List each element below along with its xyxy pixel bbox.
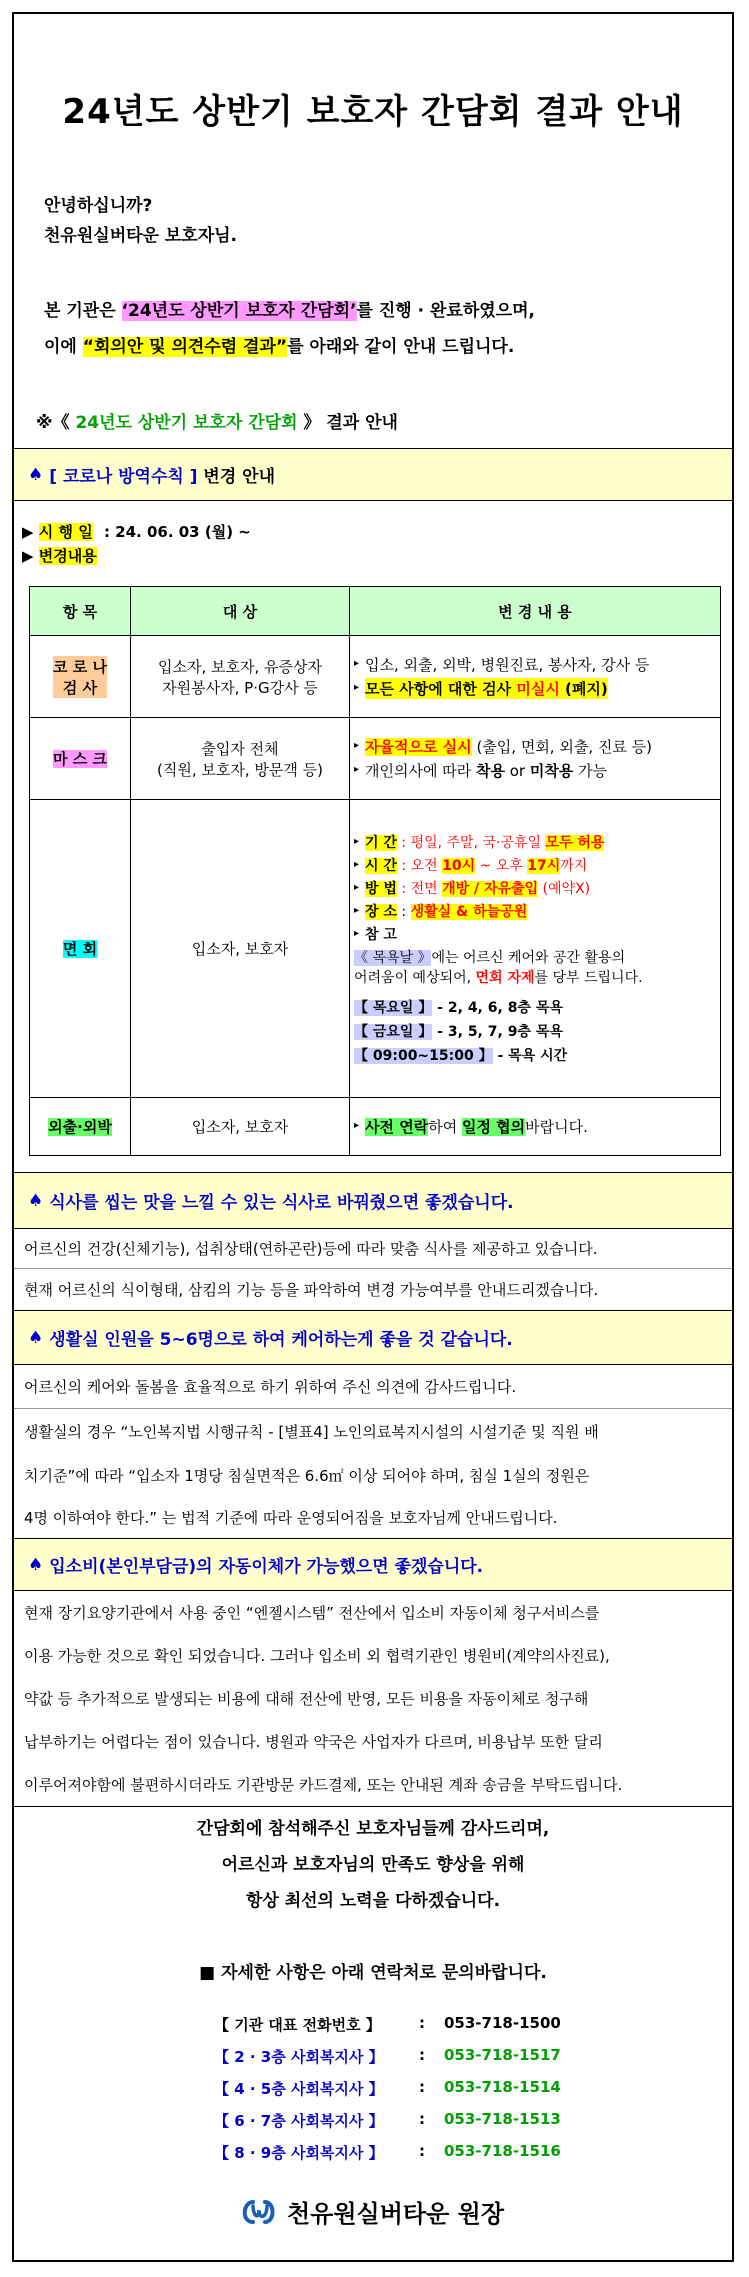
bullet-icon: ▸	[354, 682, 360, 693]
spade-icon: ♠	[28, 1327, 44, 1348]
section-label-prefix: ※《	[36, 413, 76, 433]
bath-note-text: 에는 어르신 케어와 공간 활용의	[431, 949, 626, 966]
table-cell-content	[350, 800, 721, 1098]
bullet-text: 하여	[428, 1118, 462, 1136]
table-cell-content	[350, 636, 721, 718]
table-header-target: 대 상	[131, 587, 350, 636]
table-cell-target: 입소자, 보호자, 유증상자 자원봉사자, P·G강사 등	[131, 636, 350, 718]
staff-line: 어르신의 케어와 돌봄을 효율적으로 하기 위하여 주신 의견에 감사드립니다.	[14, 1365, 732, 1409]
spade-icon: ♠	[28, 1554, 44, 1575]
staff-section-header	[14, 1311, 732, 1365]
triangle-icon: ▶	[22, 547, 34, 565]
contact-row	[214, 2078, 561, 2099]
contact-label: 【 6 · 7층 사회복지사 】	[214, 2112, 384, 2130]
greeting-line-2: 천유원실버타운 보호자님.	[44, 226, 238, 246]
bullet-text: (출입, 면회, 외출, 진료 등)	[471, 738, 652, 756]
table-row	[30, 718, 721, 800]
bullet-label: 방 법	[365, 880, 397, 897]
intro-paragraph-2	[44, 332, 514, 357]
staff-line: 생활실의 경우 “노인복지법 시행규칙 - [별표4] 노인의료복지시설의 시설기준 및 직원 배	[24, 1422, 599, 1441]
table-header-content: 변 경 내 용	[350, 587, 721, 636]
bullet-text-bold: 착용	[476, 762, 505, 780]
bullet-text: 가능	[573, 762, 608, 780]
bullet-text: 바랍니다.	[525, 1118, 588, 1136]
staff-line: 4명 이하여야 한다.” 는 법적 기준에 따라 운영되어짐을 보호자님께 안내드립니다.	[14, 1497, 732, 1539]
payment-line: 이용 가능한 것으로 확인 되었습니다. 그러나 입소비 외 협력기관인 병원비(계약의사진료),	[24, 1647, 610, 1665]
corona-date-row	[22, 521, 251, 542]
bath-day-label: 《 목욕날 》	[354, 949, 432, 966]
bullet-highlight: 사전 연락	[365, 1118, 429, 1136]
triangle-icon: ▶	[22, 523, 34, 541]
list-item	[354, 878, 716, 898]
bullet-highlight: 10시	[442, 857, 476, 874]
list-item	[354, 760, 716, 781]
bath-schedule-label: 【 금요일 】	[354, 1023, 433, 1040]
intro-highlight-meeting: ‘24년도 상반기 보호자 간담회’	[121, 301, 357, 321]
bath-schedule-text: - 2, 4, 6, 8층 목욕	[432, 999, 563, 1016]
meal-section	[14, 1172, 732, 1311]
corona-header-text: 변경 안내	[203, 467, 276, 487]
bullet-text: 개인의사에 따라	[365, 762, 476, 780]
list-item	[354, 855, 716, 875]
bath-schedule-row	[354, 1045, 716, 1065]
bullet-highlight: 자율적으로 실시	[365, 738, 472, 756]
corona-change-table	[29, 586, 721, 1156]
intro-highlight-result: “회의안 및 의견수렴 결과”	[82, 337, 288, 357]
table-cell-content	[350, 1098, 721, 1156]
bullet-highlight: 17시	[527, 857, 561, 874]
bullet-text-red: : 평일, 주말, 국·공휴일	[396, 834, 546, 851]
bath-note	[354, 947, 716, 967]
bullet-text: :	[396, 903, 411, 920]
bullet-label: 시 간	[365, 857, 397, 874]
contact-number: 053-718-1516	[444, 2142, 561, 2160]
contact-number: 053-718-1513	[444, 2110, 561, 2128]
bullet-text-red: 미실시	[516, 680, 560, 698]
bullet-icon: ▸	[354, 658, 360, 669]
payment-section-header	[14, 1539, 732, 1591]
bullet-label: 장 소	[365, 903, 397, 920]
list-item	[354, 832, 716, 852]
bullet-icon: ▸	[354, 904, 360, 916]
contact-label: 【 8 · 9층 사회복지사 】	[214, 2144, 384, 2162]
section-label-suffix: 》 결과 안내	[297, 413, 398, 433]
payment-line: 현재 장기요양기관에서 사용 중인 “엔젤시스템” 전산에서 입소비 자동이체 청구서비스를	[24, 1604, 600, 1622]
payment-line: 이루어져야함에 불편하시더라도 기관방문 카드결제, 또는 안내된 계좌 송금을 부탁드립니다.	[24, 1776, 623, 1794]
closing-line-3: 항상 최선의 노력을 다하겠습니다.	[245, 1891, 501, 1911]
bath-note-text: 를 당부 드립니다.	[534, 969, 643, 986]
bath-schedule-text: - 목욕 시간	[492, 1047, 568, 1064]
bath-schedule-text: - 3, 5, 7, 9층 목욕	[432, 1023, 563, 1040]
payment-header-text: 입소비(본인부담금)의 자동이체가 가능했으면 좋겠습니다.	[49, 1557, 484, 1577]
table-cell-item	[30, 636, 131, 718]
list-item	[354, 1116, 716, 1137]
table-cell-target: 출입자 전체 (직원, 보호자, 방문객 등)	[131, 718, 350, 800]
bullet-icon: ▸	[354, 1120, 360, 1131]
list-item	[354, 736, 716, 757]
table-cell-item	[30, 800, 131, 1098]
notice-page	[12, 12, 734, 2262]
table-cell-target: 입소자, 보호자	[131, 800, 350, 1098]
item-label-outing: 외출·외박	[48, 1118, 112, 1136]
bullet-text-red: 까지	[560, 857, 588, 874]
bullet-text: 모든 사항에 대한 검사	[365, 680, 517, 698]
bullet-icon: ▸	[354, 881, 360, 893]
bullet-text-bold: 미착용	[529, 762, 574, 780]
contact-separator: :	[419, 2046, 425, 2064]
contact-number: 053-718-1514	[444, 2078, 561, 2096]
list-item	[354, 901, 716, 921]
payment-line: 약값 등 추가적으로 발생되는 비용에 대해 전산에 반영, 모든 비용을 자동이체로 청구해	[24, 1690, 589, 1708]
table-row	[30, 1098, 721, 1156]
corona-date-label: 시 행 일	[38, 523, 93, 541]
bullet-highlight: 일정 협의	[461, 1118, 526, 1136]
contact-label: 【 기관 대표 전화번호 】	[214, 2016, 381, 2034]
contact-separator: :	[419, 2142, 425, 2160]
section-label-main: 24년도 상반기 보호자 간담회	[75, 413, 298, 433]
bath-schedule-label: 【 09:00~15:00 】	[354, 1047, 493, 1064]
closing-line-2: 어르신과 보호자님의 만족도 향상을 위해	[221, 1855, 525, 1875]
contact-title: ■ 자세한 사항은 아래 연락처로 문의바랍니다.	[199, 1963, 547, 1983]
bullet-label: 참 고	[365, 926, 397, 943]
bullet-icon: ▸	[354, 764, 360, 775]
section-label	[36, 408, 398, 433]
bullet-text-red: ~ 오후	[475, 857, 528, 874]
contact-number: 053-718-1500	[444, 2014, 561, 2032]
bath-schedule-row	[354, 997, 716, 1017]
corona-date-value: : 24. 06. 03 (월) ~	[103, 523, 251, 541]
staff-line: 치기준”에 따라 “입소자 1명당 침실면적은 6.6㎡ 이상 되어야 하며, 침실 1실의 정원은	[24, 1466, 590, 1485]
contact-separator: :	[419, 2078, 425, 2096]
list-item	[354, 924, 716, 944]
table-row	[30, 636, 721, 718]
staff-header-text: 생활실 인원을 5~6명으로 하여 케어하는게 좋을 것 같습니다.	[49, 1330, 513, 1350]
bullet-highlight: 모두 허용	[545, 834, 605, 851]
bullet-highlight	[365, 678, 608, 699]
payment-section	[14, 1538, 732, 1807]
contact-label: 【 2 · 3층 사회복지사 】	[214, 2048, 384, 2066]
corona-header-highlight: [ 코로나 방역수칙 ]	[49, 467, 198, 487]
intro-text: 를 진행 · 완료하였으며,	[356, 301, 535, 321]
bath-note-red: 면회 자제	[475, 969, 535, 986]
page-title: 24년도 상반기 보호자 간담회 결과 안내	[62, 92, 684, 132]
intro-text: 본 기관은	[44, 301, 122, 321]
bath-schedule-label: 【 목요일 】	[354, 999, 433, 1016]
bullet-icon: ▸	[354, 858, 360, 870]
bullet-highlight: 개방 / 자유출입	[442, 880, 539, 897]
item-label-mask: 마 스 크	[53, 750, 107, 768]
bullet-text-red: (예약X)	[538, 880, 591, 897]
meal-header-text: 식사를 씹는 맛을 느낄 수 있는 식사로 바꿔줬으면 좋겠습니다.	[49, 1193, 514, 1213]
bath-note-text: 어려움이 예상되어,	[354, 969, 476, 986]
meal-section-header	[14, 1173, 732, 1229]
spade-icon: ♠	[28, 464, 44, 485]
table-cell-content	[350, 718, 721, 800]
corona-section-header	[14, 449, 732, 501]
contact-row	[214, 2046, 561, 2067]
contact-number: 053-718-1517	[444, 2046, 561, 2064]
table-cell-target: 입소자, 보호자	[131, 1098, 350, 1156]
bullet-icon: ▸	[354, 927, 360, 939]
bullet-text-red: : 오전	[396, 857, 443, 874]
table-header-item: 항 목	[30, 587, 131, 636]
contact-row	[214, 2014, 561, 2035]
closing-line-1: 간담회에 참석해주신 보호자님들께 감사드리며,	[196, 1819, 550, 1839]
institution-logo-icon	[239, 2198, 277, 2226]
bullet-text: 입소, 외출, 외박, 병원진료, 봉사자, 강사 등	[365, 656, 650, 674]
intro-text: 를 아래와 같이 안내 드립니다.	[287, 337, 515, 357]
payment-line: 납부하기는 어렵다는 점이 있습니다. 병원과 약국은 사업자가 다르며, 비용납부 또한 달리	[24, 1733, 603, 1751]
bath-schedule-row	[354, 1021, 716, 1041]
bullet-text: or	[504, 762, 530, 780]
meal-line: 어르신의 건강(신체기능), 섭취상태(연하곤란)등에 따라 맞춤 식사를 제공하고 있습니다.	[14, 1229, 732, 1269]
bullet-text-red: : 전면	[396, 880, 443, 897]
bullet-text: (폐지)	[559, 680, 608, 698]
intro-text: 이에	[44, 337, 83, 357]
footer-signature	[239, 2194, 504, 2229]
item-label-visit: 면 회	[62, 940, 98, 958]
table-cell-item	[30, 718, 131, 800]
list-item	[354, 654, 716, 675]
table-header-row	[30, 587, 721, 636]
contact-label: 【 4 · 5층 사회복지사 】	[214, 2080, 384, 2098]
bullet-icon: ▸	[354, 835, 360, 847]
bullet-icon: ▸	[354, 740, 360, 751]
contact-separator: :	[419, 2110, 425, 2128]
corona-change-label: 변경내용	[38, 547, 97, 565]
contact-row	[214, 2142, 561, 2163]
intro-paragraph-1	[44, 296, 535, 321]
contact-separator: :	[419, 2014, 425, 2032]
staff-section	[14, 1310, 732, 1539]
corona-change-row	[22, 545, 97, 566]
meal-line: 현재 어르신의 식이형태, 삼킴의 기능 등을 파악하여 변경 가능여부를 안내드리겠습니다.	[14, 1269, 732, 1311]
table-row	[30, 800, 721, 1098]
item-label-test: 코 로 나 검 사	[53, 657, 107, 697]
spade-icon: ♠	[28, 1190, 44, 1211]
bullet-label: 기 간	[365, 834, 397, 851]
table-cell-item	[30, 1098, 131, 1156]
footer-text: 천유원실버타운 원장	[287, 2200, 505, 2228]
greeting-line-1: 안녕하십니까?	[44, 196, 153, 216]
contact-row	[214, 2110, 561, 2131]
bath-note-2	[354, 967, 716, 987]
bullet-highlight: 생활실 & 하늘공원	[410, 903, 528, 920]
list-item	[354, 678, 716, 699]
